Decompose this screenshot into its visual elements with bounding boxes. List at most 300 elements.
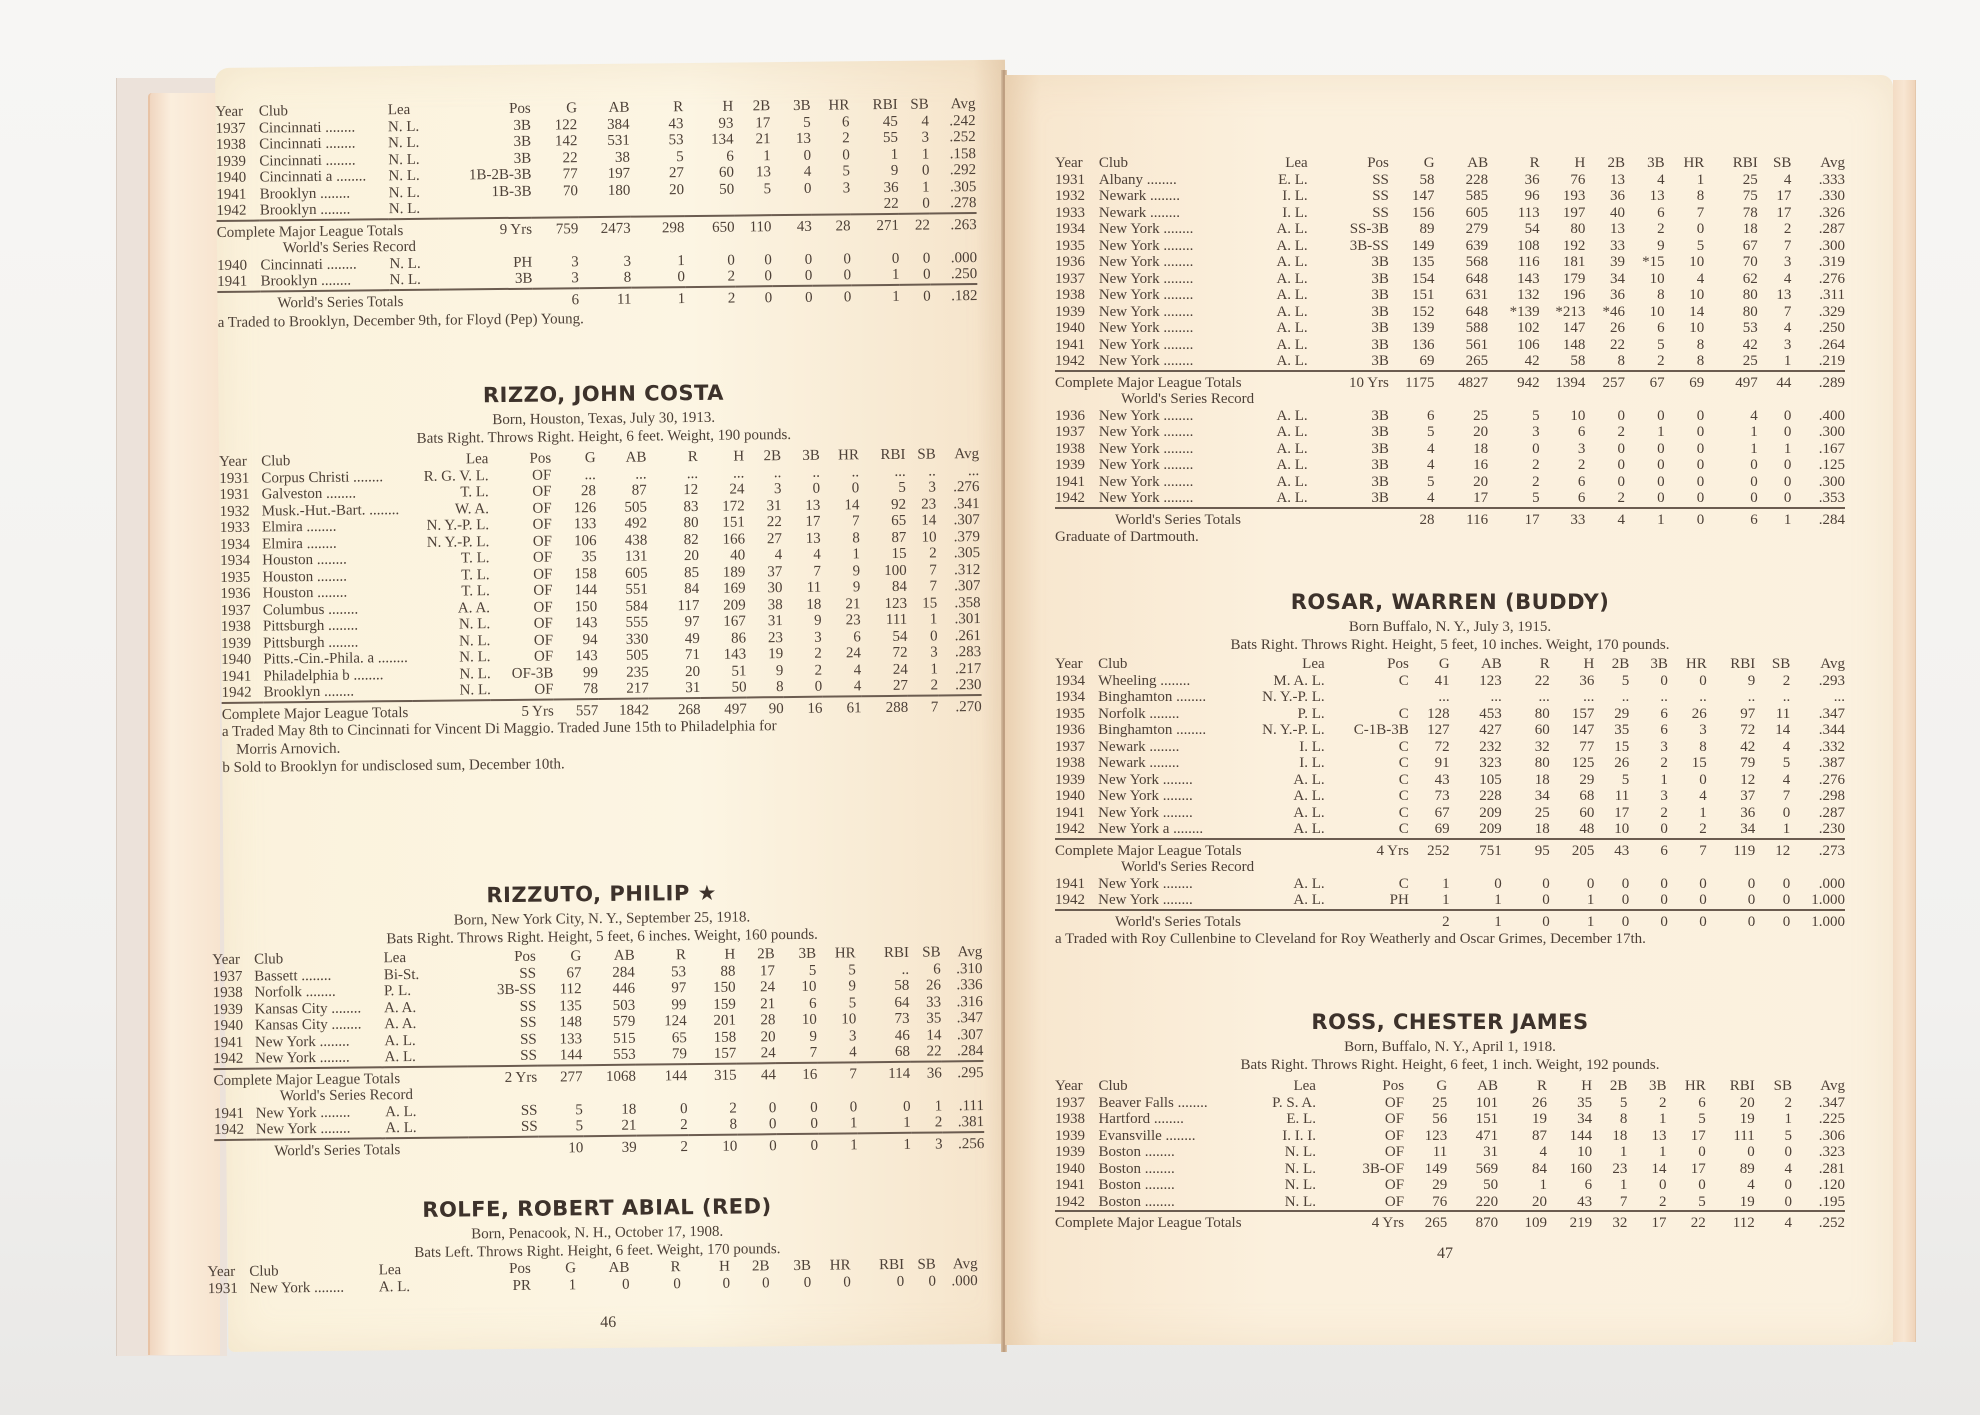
cell-2b: 39 [1610,254,1625,270]
cell-r: ... [686,465,699,482]
cell-rbi: 42 [1740,738,1756,755]
cell-r: 0 [1542,892,1550,908]
cell-lea: A. L. [1276,440,1308,457]
ws-totals-row [1055,508,1845,529]
cell-lea: N. L. [388,200,421,218]
cell-2b: 15 [1614,738,1630,755]
season-rows [219,463,981,703]
cell-year: 1939 [212,1001,243,1018]
cell-sb: 3 [1783,336,1792,353]
totals-cell-sb: 4 [1755,1211,1792,1232]
cell-h: 50 [731,679,747,696]
cell-2b: 0 [1617,407,1625,424]
cell-rbi: 18 [1742,221,1758,237]
cell-pos: OF-3B [511,664,554,682]
cell-g: 6 [1427,407,1435,424]
cell-year: 1941 [221,668,252,685]
cell-lea: N. L. [388,151,420,168]
cell-sb: 33 [926,993,942,1011]
cell-hr: 4 [853,661,862,678]
cell-lea: A. L. [1276,457,1308,473]
totals-cell-sb: 12 [1755,839,1790,860]
cell-h: 88 [720,963,736,980]
cell-h: 50 [719,181,735,198]
cell-avg: .344 [1818,722,1845,738]
cell-rbi: 1 [890,146,899,163]
cell-3b: 2 [1660,804,1668,821]
cell-3b: 0 [1660,672,1668,689]
cell-ab: 1 [1494,892,1502,908]
cell-r: 71 [684,646,701,664]
col-club: Club [1098,155,1128,171]
cell-ab: 17 [1473,490,1489,506]
cell-sb: 4 [1784,1160,1792,1177]
cell-year: 1937 [1055,738,1085,755]
cell-2b: 17 [759,962,775,979]
cell-lea: P. L. [383,982,412,1000]
cell-hr: 10 [1689,287,1705,303]
col-sb: SB [910,96,929,113]
cell-year: 1940 [212,1017,244,1035]
cell-pos: 3B [513,150,532,167]
ws-record-header: World's Series Record [279,1086,413,1105]
cell-r: 82 [683,531,699,548]
cell-year: 1938 [220,618,251,635]
cell-sb: 7 [929,561,937,579]
cell-rbi: 37 [1740,788,1756,804]
cell-club: New York ........ [1098,804,1193,821]
cell-3b: 10 [1649,303,1665,320]
totals-cell-hr: 0 [812,285,851,306]
cell-3b: 0 [803,1274,812,1291]
cell-lea: A. A. [384,999,417,1016]
cell-ab: 648 [1465,303,1489,320]
col-2b: 2B [1611,656,1630,672]
cell-sb: 2 [930,677,939,694]
birth-info: Born, Houston, Texas, July 30, 1913. [492,409,716,429]
cell-sb: 23 [921,495,937,513]
cell-r: 53 [671,963,687,980]
totals-cell-sb: 22 [899,213,930,234]
table-row [1055,205,1845,222]
cell-3b: 11 [806,579,822,596]
totals-cell-rbi: 1 [851,284,900,305]
cell-3b: *15 [1642,254,1665,270]
cell-club: Elmira ........ [261,535,337,553]
cell-2b: 8 [1617,353,1625,369]
cell-club: Pittsburgh ........ [263,634,359,652]
cell-2b: 0 [1621,892,1630,908]
cell-lea: N. L. [459,682,491,699]
cell-pos: SS [520,1102,538,1119]
cell-ab: 197 [607,165,631,182]
cell-rbi: 79 [1740,755,1756,771]
cell-year: 1940 [216,169,247,186]
cell-2b: 2 [1617,424,1625,440]
cell-club: Kansas City ........ [254,1016,362,1034]
cell-2b: 35 [1614,722,1630,738]
cell-2b: 13 [1610,171,1625,188]
col-3b: 3B [1650,656,1668,672]
cell-hr: 6 [853,628,861,645]
table-row [1055,1161,1845,1178]
table-row [1055,441,1845,458]
cell-g: 144 [574,582,598,599]
cell-rbi: 46 [894,1027,910,1044]
cell-2b: 0 [768,1099,777,1116]
cell-club: Cincinnati ........ [259,152,356,170]
cell-ab: 87 [631,482,647,499]
cell-hr: 5 [1698,1111,1706,1127]
cell-year: 1938 [1055,287,1085,303]
col-h: H [733,448,745,465]
totals-cell-2b: 110 [734,215,771,236]
cell-year: 1936 [220,585,251,602]
totals-years [468,1136,537,1157]
footnote: a Traded with Roy Cullenbine to Cleveland for Roy Weatherly and Oscar Grimes, December 17th. [1055,931,1646,947]
cell-year: 1940 [1055,320,1085,336]
cell-year: 1936 [1055,407,1085,424]
cell-avg: .379 [953,528,981,545]
cell-avg: .310 [956,960,983,977]
cell-lea: N. Y.-P. L. [426,517,490,534]
col-club: Club [1098,1078,1128,1094]
cell-year: 1933 [1055,204,1085,221]
totals-cell-3b: 1 [1625,508,1665,529]
totals-cell-2b: 44 [736,1063,776,1084]
cell-lea: A. L. [384,1032,416,1049]
cell-2b: 29 [1614,705,1630,722]
totals-cell-hr: 0 [1668,910,1707,931]
totals-cell-h: 315 [687,1063,737,1084]
cell-3b: 5 [1657,336,1665,353]
col-club: Club [249,1263,279,1280]
col-h: H [1574,155,1586,171]
cell-g: 67 [1434,804,1450,821]
cell-hr: 0 [1696,424,1705,440]
cell-avg: 1.000 [1811,892,1845,908]
cell-rbi: 0 [891,250,900,267]
col-h: H [724,946,736,963]
cell-lea: A. L. [1276,336,1308,353]
page-number-right: 47 [1437,1245,1453,1262]
totals-cell-ab: 2473 [578,216,631,237]
cell-club: Pitts.-Cin.-Phila. a ........ [263,650,408,668]
cell-h: 6 [1577,424,1586,440]
cell-avg: .333 [1818,171,1845,188]
cell-lea: N. L. [458,616,491,633]
cell-avg: .287 [1818,804,1845,821]
col-lea: Lea [378,1262,402,1279]
totals-cell-g: 1175 [1389,371,1435,392]
cell-lea: A. L. [1293,875,1325,892]
cell-sb: 0 [922,195,930,212]
col-year: Year [219,453,247,470]
totals-label: World's Series Totals [1055,508,1308,529]
cell-2b: 37 [767,563,783,580]
cell-g: 154 [1412,270,1435,287]
cell-3b: 13 [1649,188,1665,204]
cell-rbi: 1 [891,266,900,283]
col-pos: Pos [508,100,531,117]
cell-sb: 2 [929,545,937,562]
cell-hr: 17 [1690,1127,1706,1144]
cell-g: 1 [568,1276,577,1293]
cell-ab: 531 [607,132,630,149]
cell-2b: 33 [1610,237,1625,254]
cell-pos: 3B [1371,490,1389,506]
cell-avg: .358 [954,594,981,611]
cell-3b: 10 [801,1011,817,1028]
cell-avg: .330 [1818,188,1845,204]
cell-h: 48 [1579,821,1595,837]
cell-lea: A. L. [1293,892,1325,908]
cell-r: 79 [671,1046,688,1063]
cell-r: 108 [1517,237,1540,254]
table-row [1055,238,1845,255]
cell-year: 1939 [1055,303,1085,320]
col-rbi: RBI [1730,656,1756,672]
cell-hr: 21 [845,595,861,612]
cell-3b: 6 [1657,320,1665,336]
cell-rbi: 0 [1747,1144,1755,1160]
cell-r: 0 [677,269,686,286]
cell-ab: 18 [621,1101,637,1118]
cell-r: 43 [668,115,684,132]
cell-pos: 1B-3B [491,183,532,200]
cell-club: New York ........ [1098,320,1194,336]
season-rows [216,113,977,221]
cell-lea: A. A. [457,599,491,616]
cell-h: 158 [713,1029,737,1046]
cell-h: 6 [1577,490,1586,506]
cell-ab: 605 [625,564,648,582]
col-h: H [1583,656,1595,672]
cell-sb: 0 [1783,424,1792,440]
cell-hr: 8 [852,529,860,546]
cell-lea: N. Y.-P. L. [426,533,490,551]
col-r: R [1536,1078,1547,1094]
cell-h: 36 [1579,672,1595,689]
cell-lea: N. L. [459,649,491,666]
cell-g: 77 [562,166,578,183]
cell-h: 166 [722,530,746,548]
cell-hr: 7 [1696,204,1705,221]
col-2b: 2B [757,946,775,963]
cell-2b: 0 [1621,875,1630,892]
cell-hr: 0 [1699,892,1707,908]
cell-hr: 26 [1691,705,1707,722]
cell-ab: 232 [1479,738,1502,755]
cell-3b: 2 [814,662,823,679]
cell-avg: .298 [1818,788,1845,804]
cell-sb: 0 [1782,892,1791,908]
cell-h: 2 [1577,457,1586,473]
cell-rbi: 42 [1742,336,1758,353]
cell-2b: 36 [1610,287,1625,303]
cell-rbi: 58 [894,977,910,994]
cell-year: 1940 [216,257,248,274]
cell-avg: .125 [1818,457,1845,473]
cell-sb: 17 [1776,204,1792,221]
cell-3b: 5 [808,962,817,979]
cell-pos [438,200,532,218]
cell-rbi: .. [1747,689,1756,705]
cell-avg: .217 [954,660,982,677]
cell-lea: A. L. [1276,320,1308,336]
cell-pos: C [1398,788,1409,804]
player-rizzuto [212,878,995,1160]
player-name: ROSAR, WARREN (BUDDY) [1290,590,1610,614]
cell-2b: 40 [1610,204,1625,221]
cell-lea: N. L. [1284,1177,1316,1193]
cell-avg: .311 [1819,287,1845,303]
cell-club: New York ........ [1098,407,1194,424]
cell-hr: 0 [1696,457,1705,473]
cell-hr: 5 [848,961,856,978]
cell-club: New York ........ [255,1120,351,1138]
cell-pos: 3B [1371,336,1389,353]
totals-cell-3b: 6 [1629,839,1668,860]
col-ab: AB [1480,656,1502,672]
cell-3b: 0 [1657,490,1665,506]
totals-cell-g: 759 [532,217,579,238]
cell-rbi: 72 [892,644,908,661]
totals-cell-g: 10 [538,1136,584,1157]
cell-h: *213 [1555,303,1586,320]
cell-2b: 3 [773,481,782,498]
cell-year: 1935 [220,569,251,586]
cell-2b: 7 [1619,1193,1628,1210]
cell-h: 189 [722,563,746,581]
cell-h: 159 [713,996,736,1013]
cell-sb: 4 [1783,270,1792,287]
cell-g: 56 [1432,1111,1448,1127]
cell-ab: 631 [1465,287,1489,303]
cell-ab: 25 [1473,407,1489,424]
cell-g: 5 [1427,424,1435,440]
cell-g: 149 [1412,237,1435,254]
table-row [1055,320,1845,337]
cell-hr: 5 [1698,1193,1706,1210]
cell-lea: M. A. L. [1273,672,1325,689]
totals-cell-3b: 16 [784,696,823,717]
table-row [1055,739,1845,756]
cell-year: 1940 [1055,1160,1085,1177]
totals-years: 9 Yrs [438,217,532,238]
cell-lea: T. L. [461,566,490,583]
totals-cell-h: 33 [1540,508,1586,529]
cell-pos: PR [512,1277,532,1294]
cell-club: Boston ........ [1098,1160,1175,1177]
cell-2b: 8 [1619,1111,1628,1127]
physical-info: Bats Right. Throws Right. Height, 5 feet, 10 inches. Weight, 170 pounds. [1230,637,1670,653]
cell-rbi: 70 [1742,254,1758,270]
cell-g: 89 [1419,221,1435,237]
cell-ab: 16 [1473,457,1489,473]
col-r: R [1539,656,1550,672]
cell-rbi: 19 [1739,1193,1755,1210]
cell-h: 134 [711,131,734,148]
cell-hr: .. [851,463,860,480]
cell-rbi: 0 [1750,473,1758,490]
cell-h: 43 [1577,1193,1593,1210]
cell-h: ... [732,464,745,482]
cell-lea: A. L. [1293,821,1325,837]
cell-pos: OF [1384,1144,1405,1160]
cell-r: 27 [668,165,685,182]
cell-pos: OF [534,681,554,698]
ws-record-header: World's Series Record [1121,391,1255,407]
cell-year: 1937 [1055,1094,1085,1111]
cell-year: 1934 [1055,672,1085,689]
cell-avg: .000 [1818,875,1845,892]
season-rows [1055,1095,1845,1212]
cell-sb: 1 [1783,353,1792,369]
cell-year: 1931 [1055,171,1085,188]
ws-record-header: World's Series Record [1121,859,1255,875]
cell-year: 1939 [1055,457,1085,473]
cell-rbi: 0 [896,1273,905,1290]
player-name: RIZZUTO, PHILIP [486,881,690,908]
cell-club: Hartford ........ [1098,1111,1184,1127]
cell-2b: 0 [764,268,773,285]
table-row [1055,271,1845,288]
cell-hr: 0 [842,146,850,163]
cell-lea: A. L. [385,1119,417,1137]
cell-hr: 3 [842,179,851,196]
cell-lea: A. L. [378,1278,411,1295]
cell-2b: 5 [1621,771,1630,788]
cell-year: 1942 [1055,353,1085,369]
cell-ab: 220 [1475,1193,1499,1210]
cell-lea: W. A. [454,500,490,518]
cell-3b: 0 [812,480,821,497]
cell-ab: 20 [1473,473,1489,490]
cell-ab: 551 [625,581,648,598]
cell-h: 147 [1562,320,1586,336]
cell-club: Corpus Christi ........ [261,468,384,487]
cell-ab: 235 [626,663,649,681]
cell-g: 156 [1412,204,1435,221]
cell-3b: 4 [803,163,812,180]
cell-hr: 0 [1696,407,1705,424]
cell-h: 10 [1570,407,1586,424]
cell-pos: SS [519,1014,537,1031]
cell-lea: A. L. [1276,353,1308,369]
cell-year: 1939 [1055,771,1085,788]
cell-avg: .292 [949,162,977,179]
col-ab: AB [608,99,630,116]
cell-rbi: 65 [891,512,907,529]
stats-table [219,446,982,723]
cell-g: 76 [1432,1193,1448,1210]
cell-pos: OF [1384,1193,1405,1210]
cell-year: 1942 [1055,490,1085,506]
cell-h: 157 [713,1045,737,1062]
col-pos: Pos [1382,1078,1405,1094]
cell-3b: 0 [814,678,823,695]
cell-3b: 14 [1651,1160,1667,1177]
cell-3b: 10 [1649,270,1665,287]
cell-h: 172 [722,497,745,515]
table-row [1055,353,1845,371]
totals-label: Complete Major League Totals [1055,839,1325,860]
footnote-a-cont: Morris Arnovich. [236,740,341,758]
cell-lea: A. L. [1276,407,1308,424]
cell-avg: .278 [950,195,977,212]
totals-cell-sb: 3 [911,1132,943,1153]
